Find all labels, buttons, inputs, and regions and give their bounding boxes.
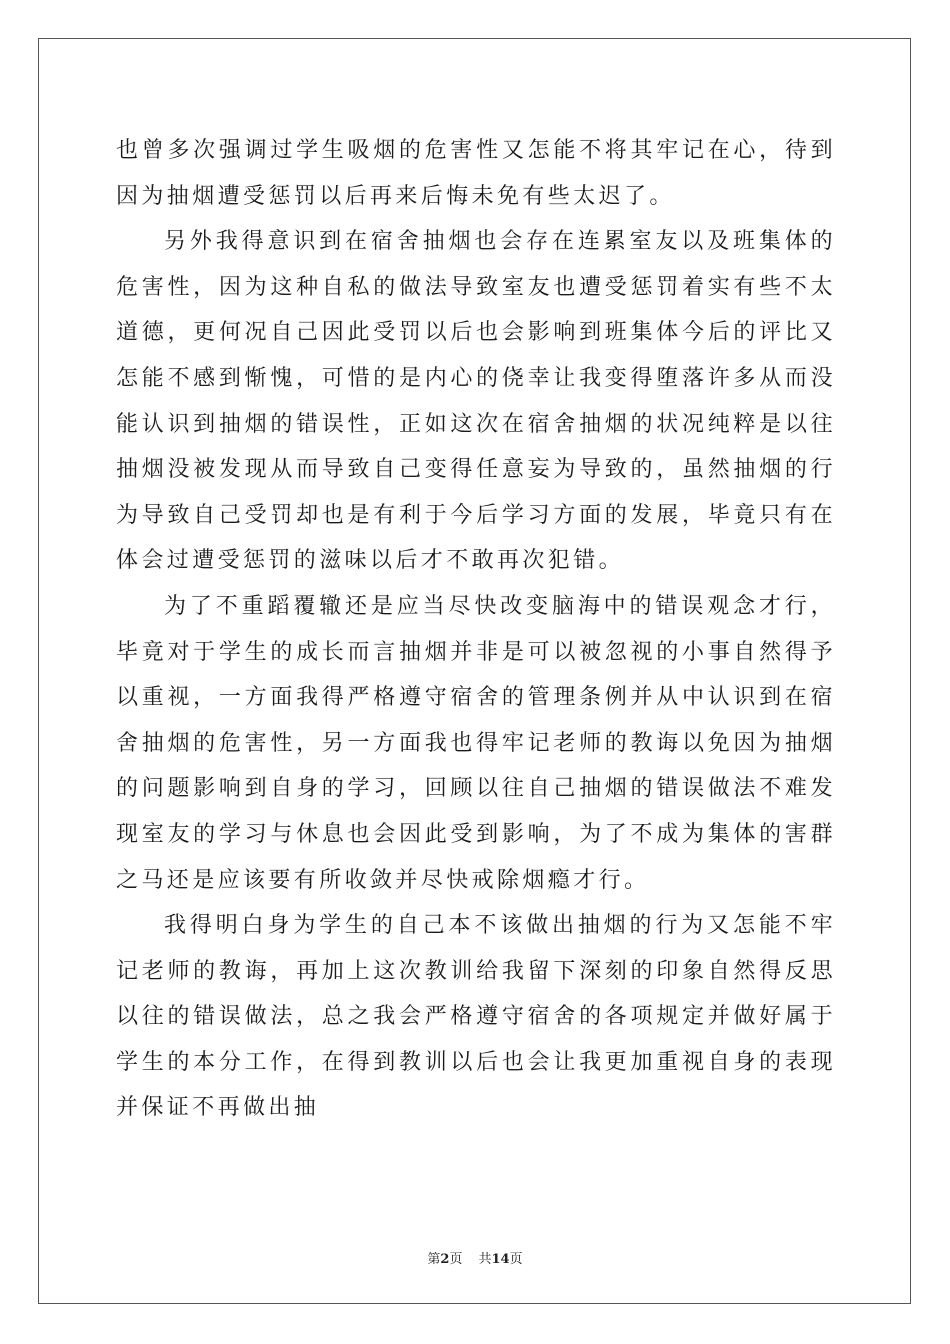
page-number-suffix: 页 bbox=[449, 1252, 463, 1267]
document-body bbox=[116, 128, 836, 1131]
page-total-prefix: 共 bbox=[478, 1252, 492, 1267]
paragraph-4: 我得明白身为学生的自己本不该做出抽烟的行为又怎能不牢记老师的教诲，再加上这次教训给我留下深刻的印象自然得反思以往的错误做法，总之我会严格遵守宿舍的各项规定并做好属于学生的本分工作，在得到教训以后也会让我更加重视自身的表现并保证不再做出抽 bbox=[116, 913, 836, 1121]
page-total: 14 bbox=[491, 1252, 510, 1267]
paragraph-2: 另外我得意识到在宿舍抽烟也会存在连累室友以及班集体的危害性，因为这种自私的做法导致室友也遭受惩罚着实有些不太道德，更何况自己因此受罚以后也会影响到班集体今后的评比又怎能不感到惭愧，可惜的是内心的侥幸让我变得堕落许多从而没能认识到抽烟的错误性，正如这次在宿舍抽烟的状况纯粹是以往抽烟没被发现从而导致自己变得任意妄为导致的，虽然抽烟的行为导致自己受罚却也是有利于今后学习方面的发展，毕竟只有在体会过遭受惩罚的滋味以后才不敢再次犯错。 bbox=[116, 229, 836, 574]
page-footer bbox=[0, 1248, 950, 1267]
paragraph-1: 也曾多次强调过学生吸烟的危害性又怎能不将其牢记在心，待到因为抽烟遭受惩罚以后再来后悔未免有些太迟了。 bbox=[116, 138, 836, 209]
page-number-prefix: 第 bbox=[427, 1252, 441, 1267]
paragraph-3: 为了不重蹈覆辙还是应当尽快改变脑海中的错误观念才行，毕竟对于学生的成长而言抽烟并非是可以被忽视的小事自然得予以重视，一方面我得严格遵守宿舍的管理条例并从中认识到在宿舍抽烟的危害性，另一方面我也得牢记老师的教诲以免因为抽烟的问题影响到自身的学习，回顾以往自己抽烟的错误做法不难发现室友的学习与休息也会因此受到影响，为了不成为集体的害群之马还是应该要有所收敛并尽快戒除烟瘾才行。 bbox=[116, 593, 836, 893]
page-number-current: 2 bbox=[440, 1252, 450, 1267]
page-total-suffix: 页 bbox=[509, 1252, 523, 1267]
